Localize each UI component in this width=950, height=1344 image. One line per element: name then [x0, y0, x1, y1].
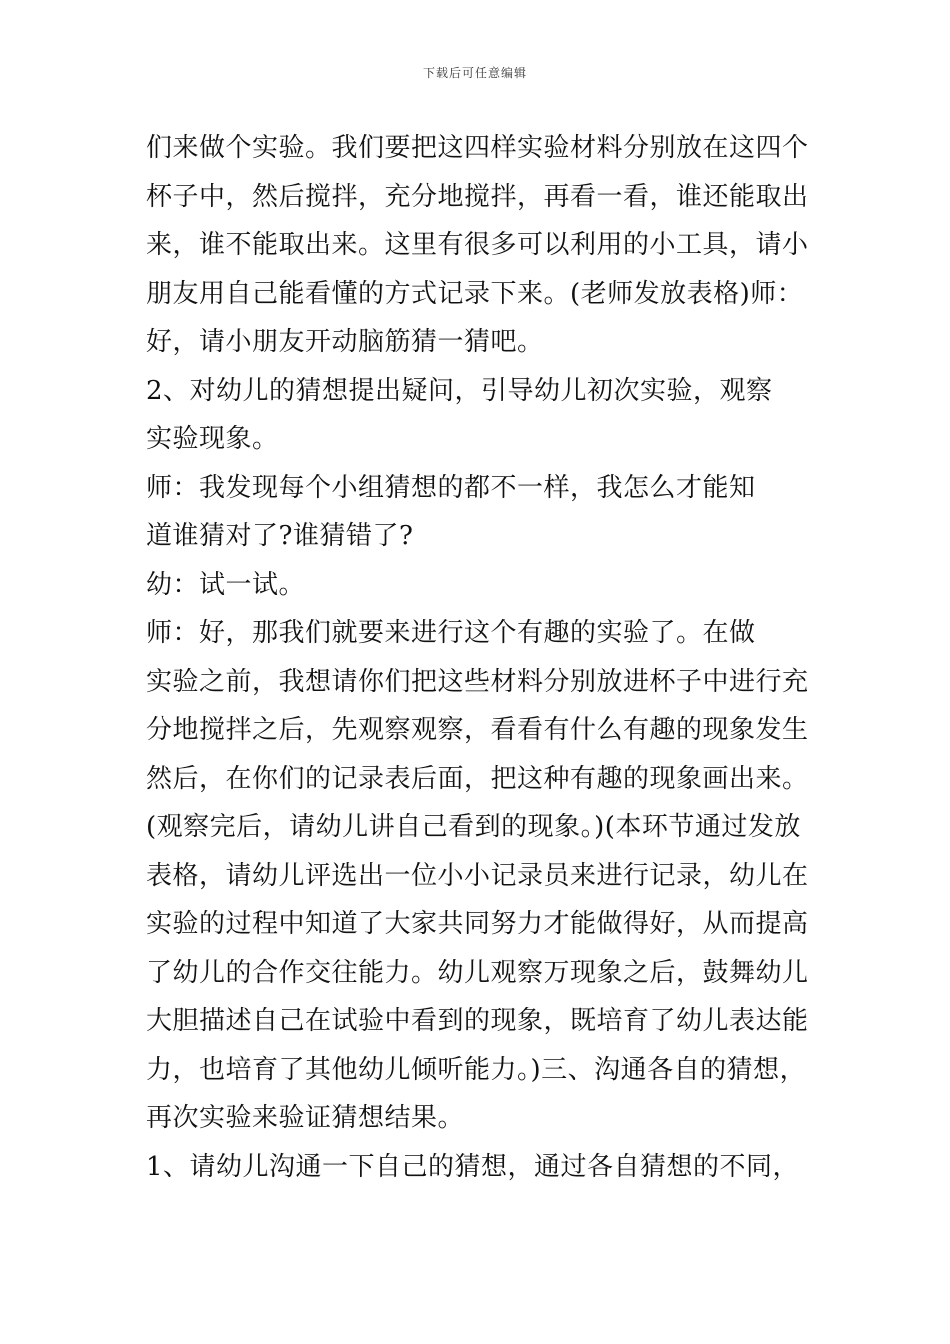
text-line: 了幼儿的合作交往能力。幼儿观察万现象之后，鼓舞幼儿 — [146, 957, 809, 988]
text-line: 道谁猜对了?谁猜错了? — [146, 521, 414, 551]
text-line: 1、请幼儿沟通一下自己的猜想，通过各自猜想的不同， — [146, 1151, 800, 1182]
text-line: 大胆描述自己在试验中看到的现象，既培育了幼儿表达能 — [146, 1006, 809, 1036]
text-line: 实验之前，我想请你们把这些材料分别放进杯子中进行充 — [146, 666, 809, 697]
text-line: 师：我发现每个小组猜想的都不一样，我怎么才能知 — [146, 472, 756, 503]
text-line: 来，谁不能取出来。这里有很多可以利用的小工具，请小 — [146, 230, 809, 260]
text-line: 分地搅拌之后，先观察观察，看看有什么有趣的现象发生 — [146, 715, 809, 745]
text-line: 2、对幼儿的猜想提出疑问，引导幼儿初次实验，观察 — [146, 375, 773, 406]
text-line: 表格，请幼儿评选出一位小小记录员来进行记录，幼儿在 — [146, 860, 809, 891]
text-line: (观察完后，请幼儿讲自己看到的现象。)(本环节通过发放 — [146, 812, 801, 842]
text-line: 师：好，那我们就要来进行这个有趣的实验了。在做 — [146, 618, 756, 648]
document-body — [146, 124, 836, 1191]
text-line: 实验现象。 — [146, 424, 279, 454]
text-line: 然后，在你们的记录表后面，把这种有趣的现象画出来。 — [146, 763, 809, 794]
text-line: 们来做个实验。我们要把这四样实验材料分别放在这四个 — [146, 133, 809, 163]
text-line: 力，也培育了其他幼儿倾听能力。)三、沟通各自的猜想， — [146, 1054, 807, 1085]
text-line: 幼：试一试。 — [146, 569, 306, 600]
text-line: 再次实验来验证猜想结果。 — [146, 1103, 465, 1133]
text-line: 杯子中，然后搅拌，充分地搅拌，再看一看，谁还能取出 — [146, 181, 809, 212]
text-line: 好，请小朋友开动脑筋猜一猜吧。 — [146, 327, 544, 357]
page-header: 下载后可任意编辑 — [422, 66, 527, 80]
text-line: 朋友用自己能看懂的方式记录下来。(老师发放表格)师： — [146, 278, 804, 309]
text-line: 实验的过程中知道了大家共同努力才能做得好，从而提高 — [146, 909, 809, 939]
